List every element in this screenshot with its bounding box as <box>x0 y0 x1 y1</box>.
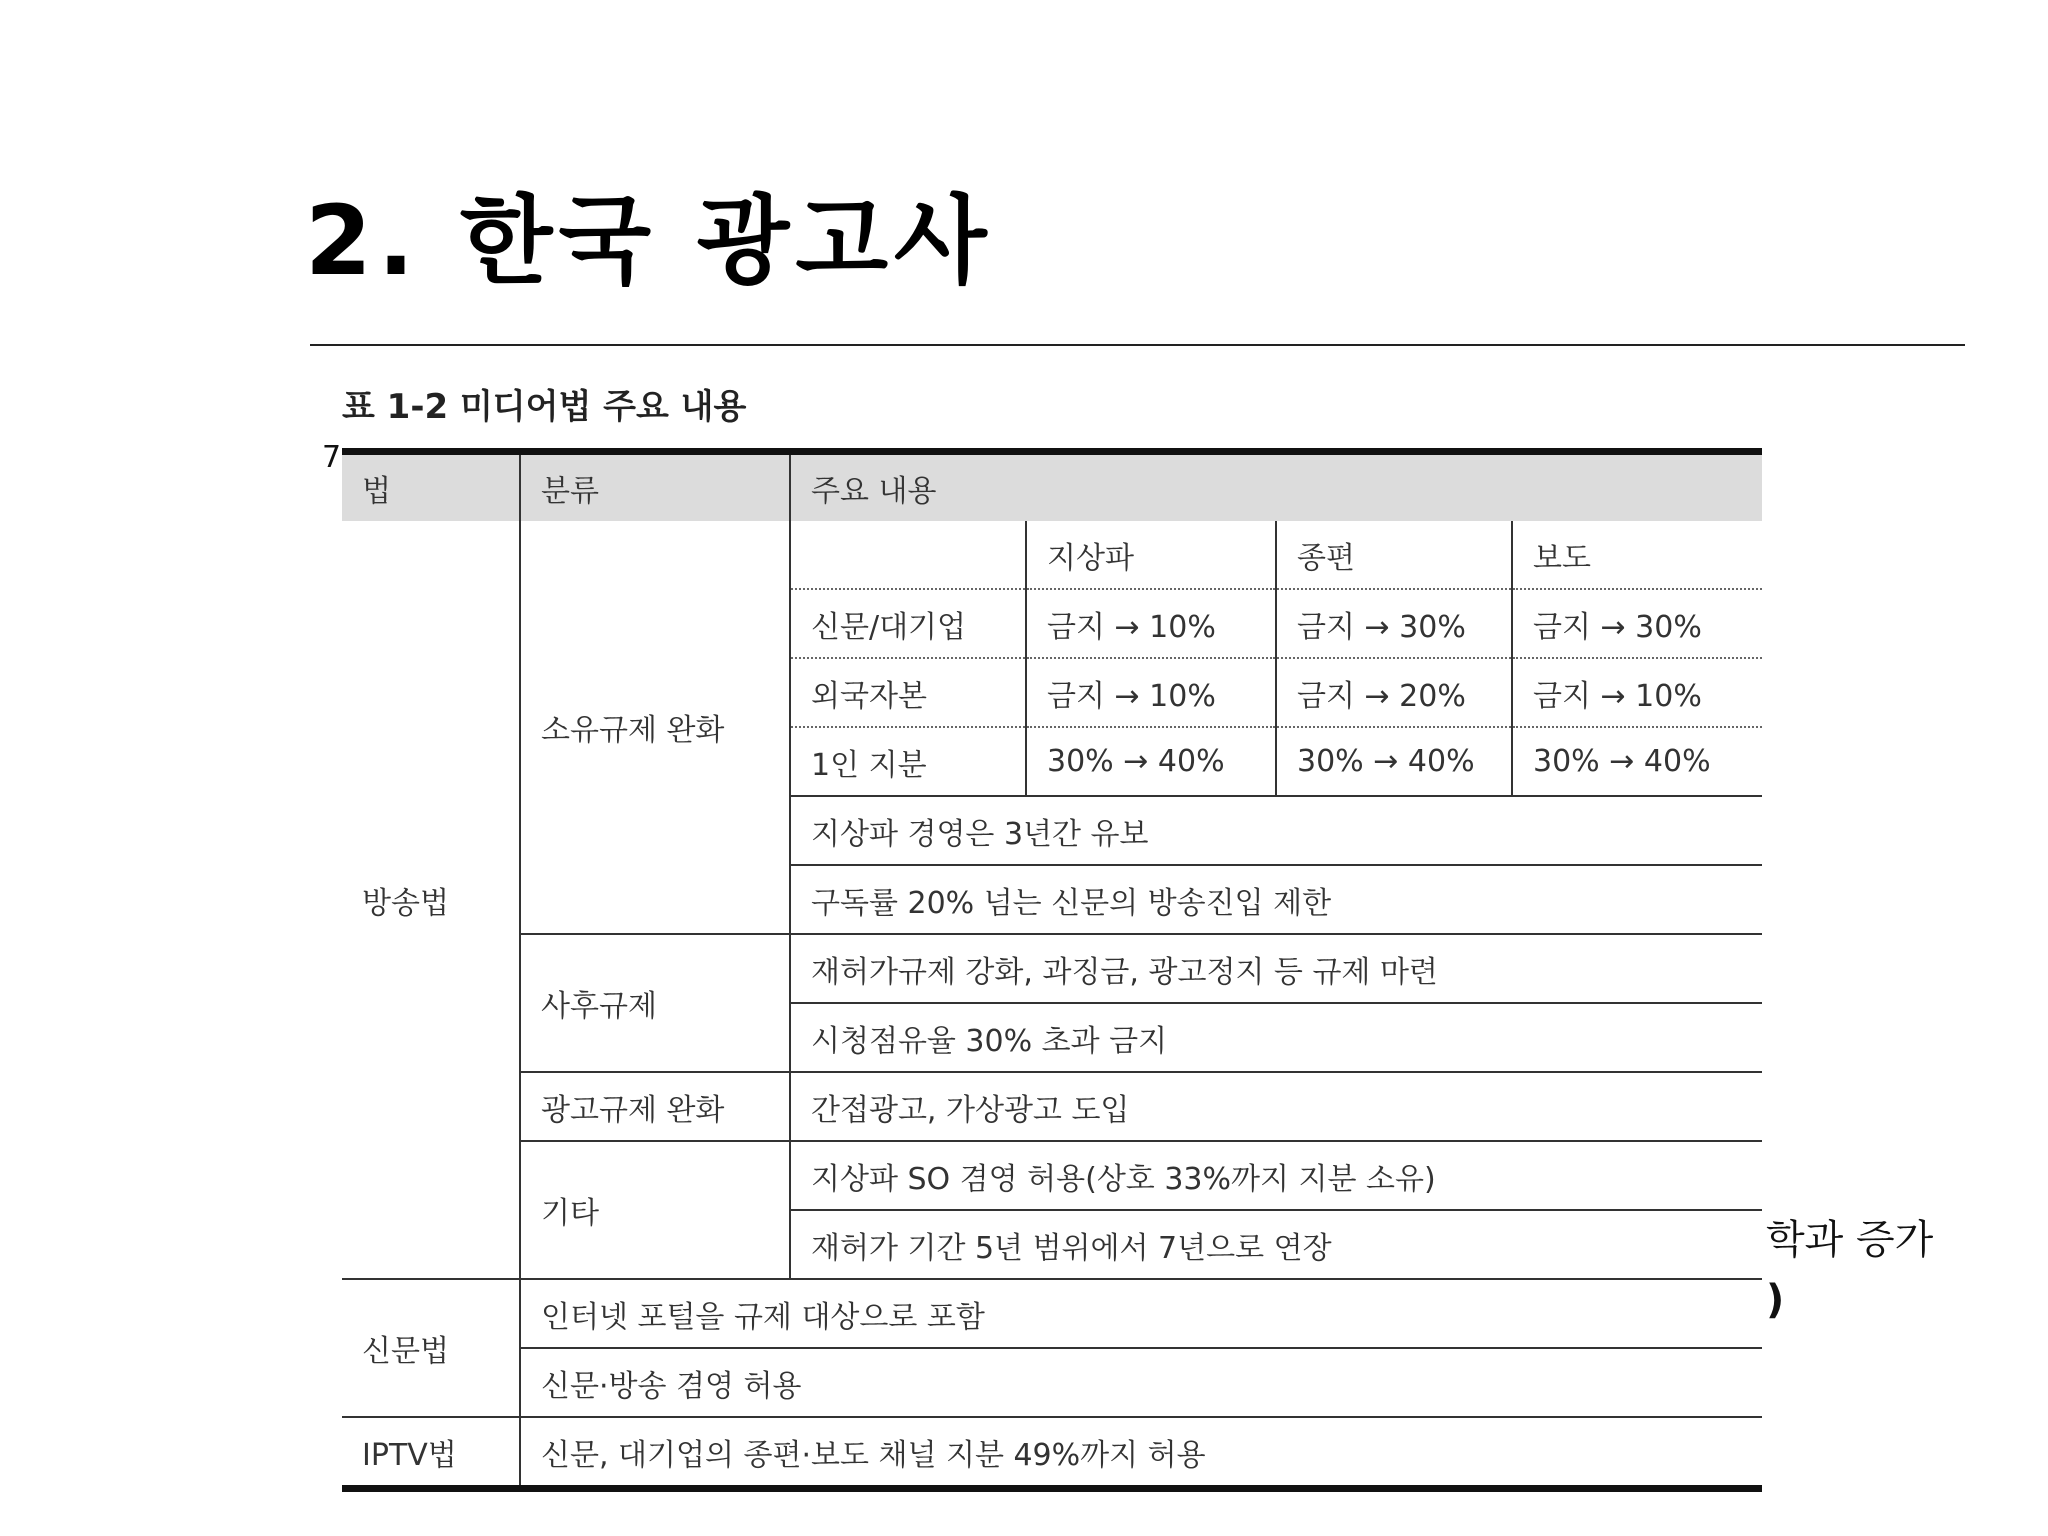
content-cell: 신문·방송 겸영 허용 <box>520 1348 1762 1417</box>
grid-cell: 금지 → 30% <box>1512 589 1762 658</box>
category-etc: 기타 <box>520 1141 790 1279</box>
table-row <box>342 934 1762 1003</box>
media-law-table-image <box>342 375 1762 1495</box>
table-row <box>342 1417 1762 1485</box>
law-broadcast: 방송법 <box>362 885 449 921</box>
grid-row-label: 1인 지분 <box>790 727 1026 796</box>
category-ad-regulation: 광고규제 완화 <box>520 1072 790 1141</box>
grid-cell: 30% → 40% <box>1026 727 1276 796</box>
content-cell: 구독률 20% 넘는 신문의 방송진입 제한 <box>790 865 1762 934</box>
table-frame <box>342 448 1762 1492</box>
background-body-text-2: ) <box>1766 1277 1785 1323</box>
content-cell: 재허가 기간 5년 범위에서 7년으로 연장 <box>790 1210 1762 1279</box>
content-cell: 간접광고, 가상광고 도입 <box>790 1072 1762 1141</box>
header-content: 주요 내용 <box>790 455 1762 521</box>
grid-cell: 금지 → 10% <box>1512 658 1762 727</box>
grid-cell: 금지 → 20% <box>1276 658 1512 727</box>
grid-cell: 30% → 40% <box>1512 727 1762 796</box>
table-row <box>342 1072 1762 1141</box>
table-row <box>342 521 1762 589</box>
table-row <box>342 1348 1762 1417</box>
title-divider <box>310 344 1965 346</box>
content-cell: 인터넷 포털을 규제 대상으로 포함 <box>520 1279 1762 1348</box>
header-law: 법 <box>342 455 520 521</box>
background-body-text: 학과 증가 <box>1766 1217 1934 1263</box>
table-row <box>342 1279 1762 1348</box>
content-cell: 재허가규제 강화, 과징금, 광고정지 등 규제 마련 <box>790 934 1762 1003</box>
category-ownership: 소유규제 완화 <box>520 521 790 934</box>
content-cell: 신문, 대기업의 종편·보도 채널 지분 49%까지 허용 <box>520 1417 1762 1485</box>
grid-cell: 30% → 40% <box>1276 727 1512 796</box>
content-cell: 시청점유율 30% 초과 금지 <box>790 1003 1762 1072</box>
grid-corner-cell <box>790 521 1026 589</box>
slide-title: 2. 한국 광고사 <box>305 185 993 297</box>
category-post-regulation: 사후규제 <box>520 934 790 1072</box>
grid-col-general: 종편 <box>1276 521 1512 589</box>
grid-cell: 금지 → 10% <box>1026 658 1276 727</box>
content-cell: 지상파 SO 겸영 허용(상호 33%까지 지분 소유) <box>790 1141 1762 1210</box>
grid-cell: 금지 → 10% <box>1026 589 1276 658</box>
grid-cell: 금지 → 30% <box>1276 589 1512 658</box>
background-text-fragment: 7 <box>322 440 342 475</box>
grid-row-label: 외국자본 <box>790 658 1026 727</box>
grid-col-news: 보도 <box>1512 521 1762 589</box>
content-cell: 지상파 경영은 3년간 유보 <box>790 796 1762 865</box>
grid-col-terrestrial: 지상파 <box>1026 521 1276 589</box>
law-iptv: IPTV법 <box>342 1417 520 1485</box>
law-newspaper: 신문법 <box>342 1279 520 1417</box>
table-header-row <box>342 455 1762 521</box>
table-row <box>342 1141 1762 1210</box>
grid-row-label: 신문/대기업 <box>790 589 1026 658</box>
header-category: 분류 <box>520 455 790 521</box>
media-law-table <box>342 455 1762 1485</box>
table-caption: 표 1-2 미디어법 주요 내용 <box>342 387 747 427</box>
